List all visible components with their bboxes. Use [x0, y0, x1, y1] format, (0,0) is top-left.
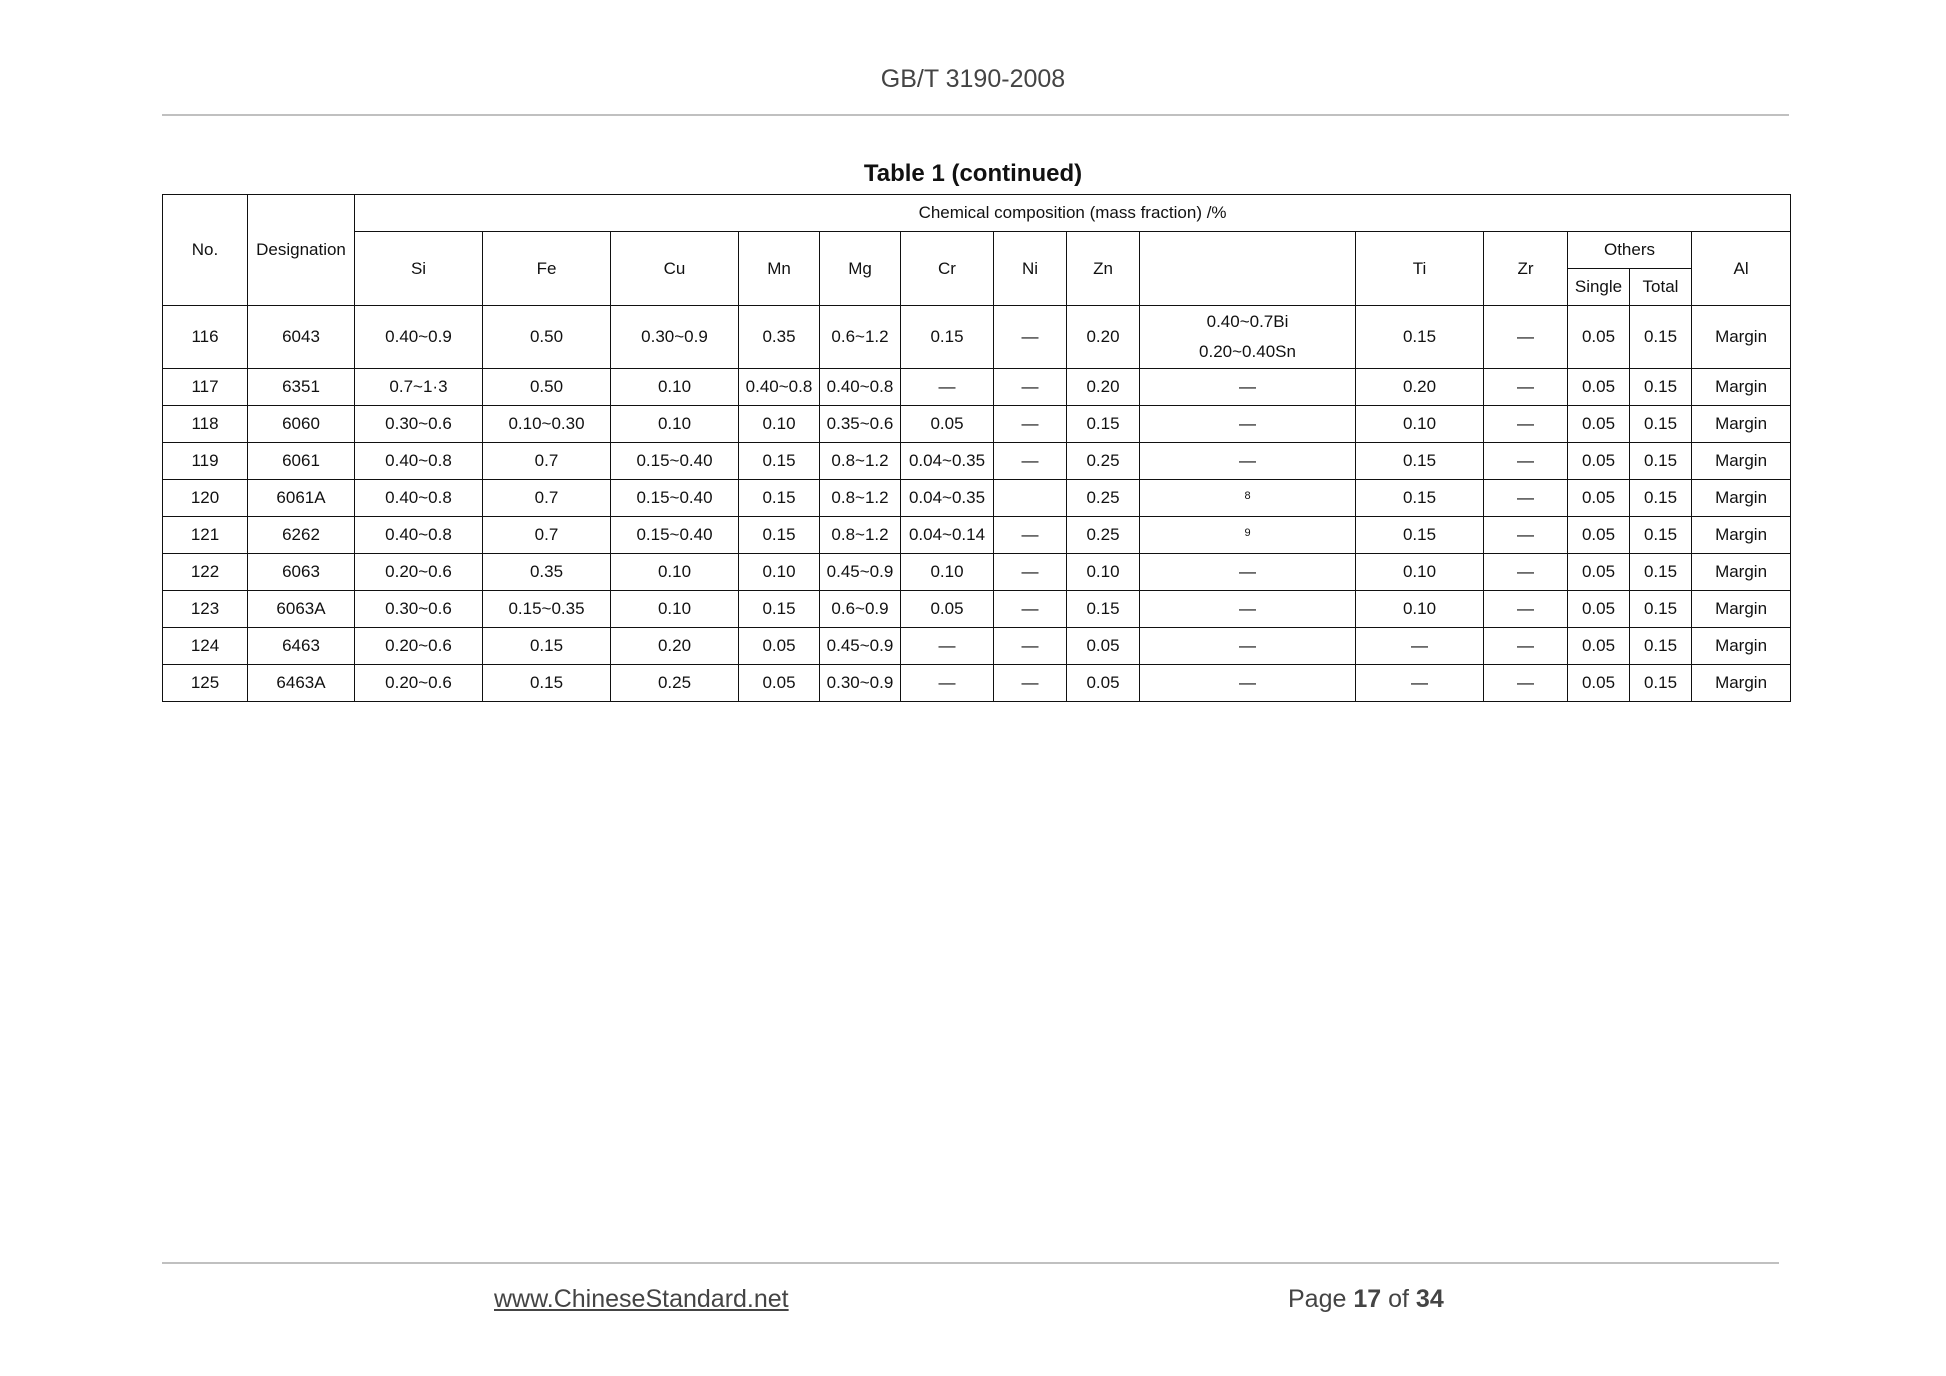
cell-no: 119	[163, 443, 248, 480]
header-cr: Cr	[901, 232, 994, 306]
cell-ti: 0.20	[1356, 369, 1484, 406]
cell-mg: 0.8~1.2	[820, 443, 901, 480]
cell-no: 122	[163, 554, 248, 591]
cell-total: 0.15	[1630, 628, 1692, 665]
header-ni: Ni	[994, 232, 1067, 306]
cell-mg: 0.6~0.9	[820, 591, 901, 628]
cell-single: 0.05	[1568, 406, 1630, 443]
page-current: 17	[1353, 1285, 1382, 1313]
cell-single: 0.05	[1568, 306, 1630, 369]
cell-total: 0.15	[1630, 554, 1692, 591]
cell-extra: —	[1140, 628, 1356, 665]
cell-ti: 0.10	[1356, 591, 1484, 628]
cell-ni: —	[994, 628, 1067, 665]
cell-zr: —	[1484, 369, 1568, 406]
cell-mn: 0.15	[739, 480, 820, 517]
page-indicator	[1288, 1284, 1444, 1314]
cell-single: 0.05	[1568, 591, 1630, 628]
table-row	[163, 665, 1791, 702]
cell-al: Margin	[1692, 443, 1791, 480]
cell-designation: 6351	[248, 369, 355, 406]
cell-ni: —	[994, 665, 1067, 702]
cell-single: 0.05	[1568, 665, 1630, 702]
cell-fe: 0.15	[483, 628, 611, 665]
cell-fe: 0.50	[483, 369, 611, 406]
header-al: Al	[1692, 232, 1791, 306]
header-fe: Fe	[483, 232, 611, 306]
cell-designation: 6262	[248, 517, 355, 554]
cell-no: 120	[163, 480, 248, 517]
cell-zr: —	[1484, 554, 1568, 591]
cell-extra	[1140, 517, 1356, 554]
cell-al: Margin	[1692, 306, 1791, 369]
cell-si: 0.40~0.8	[355, 443, 483, 480]
page-total: 34	[1415, 1285, 1444, 1313]
cell-zn: 0.10	[1067, 554, 1140, 591]
cell-designation: 6043	[248, 306, 355, 369]
cell-total: 0.15	[1630, 517, 1692, 554]
cell-mn: 0.15	[739, 591, 820, 628]
cell-zn: 0.25	[1067, 443, 1140, 480]
cell-zn: 0.15	[1067, 591, 1140, 628]
cell-extra: —	[1140, 406, 1356, 443]
table-row	[163, 406, 1791, 443]
table-row	[163, 306, 1791, 369]
cell-zr: —	[1484, 628, 1568, 665]
header-others: Others	[1568, 232, 1692, 269]
cell-cu: 0.10	[611, 406, 739, 443]
cell-ti: —	[1356, 628, 1484, 665]
cell-ni: —	[994, 554, 1067, 591]
cell-mg: 0.8~1.2	[820, 480, 901, 517]
cell-total: 0.15	[1630, 369, 1692, 406]
cell-zn: 0.20	[1067, 369, 1140, 406]
header-others-total: Total	[1630, 269, 1692, 306]
header-others-single: Single	[1568, 269, 1630, 306]
cell-ti: 0.15	[1356, 306, 1484, 369]
cell-ni: —	[994, 369, 1067, 406]
table-caption: Table 1 (continued)	[863, 160, 1083, 187]
cell-al: Margin	[1692, 369, 1791, 406]
cell-cr: 0.15	[901, 306, 994, 369]
header-mn: Mn	[739, 232, 820, 306]
cell-fe: 0.15~0.35	[483, 591, 611, 628]
cell-si: 0.20~0.6	[355, 628, 483, 665]
cell-no: 124	[163, 628, 248, 665]
cell-total: 0.15	[1630, 406, 1692, 443]
cell-designation: 6063	[248, 554, 355, 591]
cell-cu: 0.25	[611, 665, 739, 702]
cell-extra: —	[1140, 665, 1356, 702]
header-no: No.	[163, 195, 248, 306]
cell-zr: —	[1484, 665, 1568, 702]
cell-ni: —	[994, 406, 1067, 443]
cell-al: Margin	[1692, 554, 1791, 591]
cell-fe: 0.15	[483, 665, 611, 702]
cell-no: 123	[163, 591, 248, 628]
cell-mn: 0.35	[739, 306, 820, 369]
table-row	[163, 443, 1791, 480]
cell-mg: 0.6~1.2	[820, 306, 901, 369]
cell-extra: —	[1140, 591, 1356, 628]
cell-designation: 6063A	[248, 591, 355, 628]
cell-single: 0.05	[1568, 369, 1630, 406]
cell-mg: 0.30~0.9	[820, 665, 901, 702]
cell-cr: —	[901, 369, 994, 406]
cell-si: 0.40~0.8	[355, 480, 483, 517]
cell-fe: 0.7	[483, 443, 611, 480]
cell-ni: —	[994, 306, 1067, 369]
cell-ti: 0.10	[1356, 406, 1484, 443]
cell-extra: —	[1140, 443, 1356, 480]
cell-mn: 0.15	[739, 443, 820, 480]
cell-cu: 0.15~0.40	[611, 443, 739, 480]
cell-si: 0.30~0.6	[355, 406, 483, 443]
cell-cr: 0.04~0.35	[901, 443, 994, 480]
cell-ni	[994, 480, 1067, 517]
cell-zn: 0.25	[1067, 480, 1140, 517]
cell-extra-line-sn: 0.20~0.40Sn	[1199, 342, 1296, 361]
page-of: of	[1388, 1285, 1409, 1313]
cell-ti: 0.15	[1356, 517, 1484, 554]
cell-mn: 0.05	[739, 665, 820, 702]
cell-extra	[1140, 480, 1356, 517]
header-ti: Ti	[1356, 232, 1484, 306]
cell-cu: 0.10	[611, 554, 739, 591]
cell-designation: 6061	[248, 443, 355, 480]
cell-designation: 6060	[248, 406, 355, 443]
page-prefix: Page	[1288, 1285, 1347, 1313]
cell-designation: 6463A	[248, 665, 355, 702]
cell-zr: —	[1484, 406, 1568, 443]
header-mg: Mg	[820, 232, 901, 306]
cell-total: 0.15	[1630, 480, 1692, 517]
cell-cr: 0.04~0.35	[901, 480, 994, 517]
cell-single: 0.05	[1568, 554, 1630, 591]
cell-mg: 0.35~0.6	[820, 406, 901, 443]
cell-cu: 0.10	[611, 369, 739, 406]
cell-cu: 0.10	[611, 591, 739, 628]
cell-no: 116	[163, 306, 248, 369]
cell-no: 121	[163, 517, 248, 554]
cell-fe: 0.35	[483, 554, 611, 591]
cell-ti: 0.15	[1356, 443, 1484, 480]
cell-fe: 0.50	[483, 306, 611, 369]
cell-si: 0.40~0.9	[355, 306, 483, 369]
cell-single: 0.05	[1568, 480, 1630, 517]
cell-zn: 0.15	[1067, 406, 1140, 443]
cell-al: Margin	[1692, 406, 1791, 443]
cell-total: 0.15	[1630, 591, 1692, 628]
cell-mn: 0.10	[739, 554, 820, 591]
cell-cr: 0.05	[901, 591, 994, 628]
table-header	[163, 195, 1791, 306]
header-divider	[162, 114, 1789, 116]
cell-designation: 6061A	[248, 480, 355, 517]
cell-cr: —	[901, 665, 994, 702]
cell-single: 0.05	[1568, 443, 1630, 480]
cell-cr: 0.05	[901, 406, 994, 443]
header-zn: Zn	[1067, 232, 1140, 306]
footnote-mark: 9	[1244, 527, 1251, 539]
cell-zr: —	[1484, 480, 1568, 517]
cell-mn: 0.10	[739, 406, 820, 443]
cell-mg: 0.45~0.9	[820, 554, 901, 591]
cell-ni: —	[994, 443, 1067, 480]
cell-si: 0.40~0.8	[355, 517, 483, 554]
cell-cu: 0.30~0.9	[611, 306, 739, 369]
cell-al: Margin	[1692, 517, 1791, 554]
cell-ti: —	[1356, 665, 1484, 702]
table-row	[163, 480, 1791, 517]
cell-cr: 0.04~0.14	[901, 517, 994, 554]
cell-si: 0.20~0.6	[355, 554, 483, 591]
cell-si: 0.20~0.6	[355, 665, 483, 702]
table-row	[163, 591, 1791, 628]
cell-zr: —	[1484, 591, 1568, 628]
cell-single: 0.05	[1568, 628, 1630, 665]
cell-al: Margin	[1692, 591, 1791, 628]
header-si: Si	[355, 232, 483, 306]
cell-cr: —	[901, 628, 994, 665]
cell-cu: 0.20	[611, 628, 739, 665]
cell-mg: 0.40~0.8	[820, 369, 901, 406]
cell-mn: 0.05	[739, 628, 820, 665]
cell-zn: 0.20	[1067, 306, 1140, 369]
document-header-standard-id: GB/T 3190-2008	[880, 65, 1066, 93]
cell-fe: 0.7	[483, 517, 611, 554]
cell-si: 0.30~0.6	[355, 591, 483, 628]
header-cu: Cu	[611, 232, 739, 306]
cell-no: 118	[163, 406, 248, 443]
cell-extra	[1140, 306, 1356, 369]
cell-zn: 0.25	[1067, 517, 1140, 554]
cell-total: 0.15	[1630, 443, 1692, 480]
cell-mg: 0.45~0.9	[820, 628, 901, 665]
header-zr: Zr	[1484, 232, 1568, 306]
cell-zn: 0.05	[1067, 665, 1140, 702]
cell-designation: 6463	[248, 628, 355, 665]
cell-single: 0.05	[1568, 517, 1630, 554]
header-extra	[1140, 232, 1356, 306]
website-link[interactable]: www.ChineseStandard.net	[494, 1285, 789, 1313]
cell-si: 0.7~1·3	[355, 369, 483, 406]
footnote-mark: 8	[1244, 490, 1251, 502]
cell-al: Margin	[1692, 628, 1791, 665]
cell-zr: —	[1484, 306, 1568, 369]
cell-ni: —	[994, 517, 1067, 554]
cell-total: 0.15	[1630, 665, 1692, 702]
cell-mn: 0.40~0.8	[739, 369, 820, 406]
cell-zr: —	[1484, 517, 1568, 554]
cell-extra: —	[1140, 369, 1356, 406]
cell-cr: 0.10	[901, 554, 994, 591]
cell-cu: 0.15~0.40	[611, 480, 739, 517]
cell-ni: —	[994, 591, 1067, 628]
header-designation: Designation	[248, 195, 355, 306]
table-row	[163, 628, 1791, 665]
cell-zr: —	[1484, 443, 1568, 480]
cell-cu: 0.15~0.40	[611, 517, 739, 554]
chemical-composition-table	[162, 194, 1791, 702]
cell-fe: 0.7	[483, 480, 611, 517]
cell-no: 125	[163, 665, 248, 702]
table-row	[163, 517, 1791, 554]
cell-ti: 0.10	[1356, 554, 1484, 591]
cell-no: 117	[163, 369, 248, 406]
cell-al: Margin	[1692, 480, 1791, 517]
header-chemical-composition: Chemical composition (mass fraction) /%	[355, 195, 1791, 232]
cell-al: Margin	[1692, 665, 1791, 702]
cell-total: 0.15	[1630, 306, 1692, 369]
cell-mn: 0.15	[739, 517, 820, 554]
table-row	[163, 554, 1791, 591]
cell-fe: 0.10~0.30	[483, 406, 611, 443]
cell-ti: 0.15	[1356, 480, 1484, 517]
cell-extra: —	[1140, 554, 1356, 591]
table-row	[163, 369, 1791, 406]
cell-extra-line-bi: 0.40~0.7Bi	[1206, 312, 1289, 331]
footer-divider	[162, 1262, 1779, 1264]
cell-mg: 0.8~1.2	[820, 517, 901, 554]
table-body	[163, 306, 1791, 702]
cell-zn: 0.05	[1067, 628, 1140, 665]
